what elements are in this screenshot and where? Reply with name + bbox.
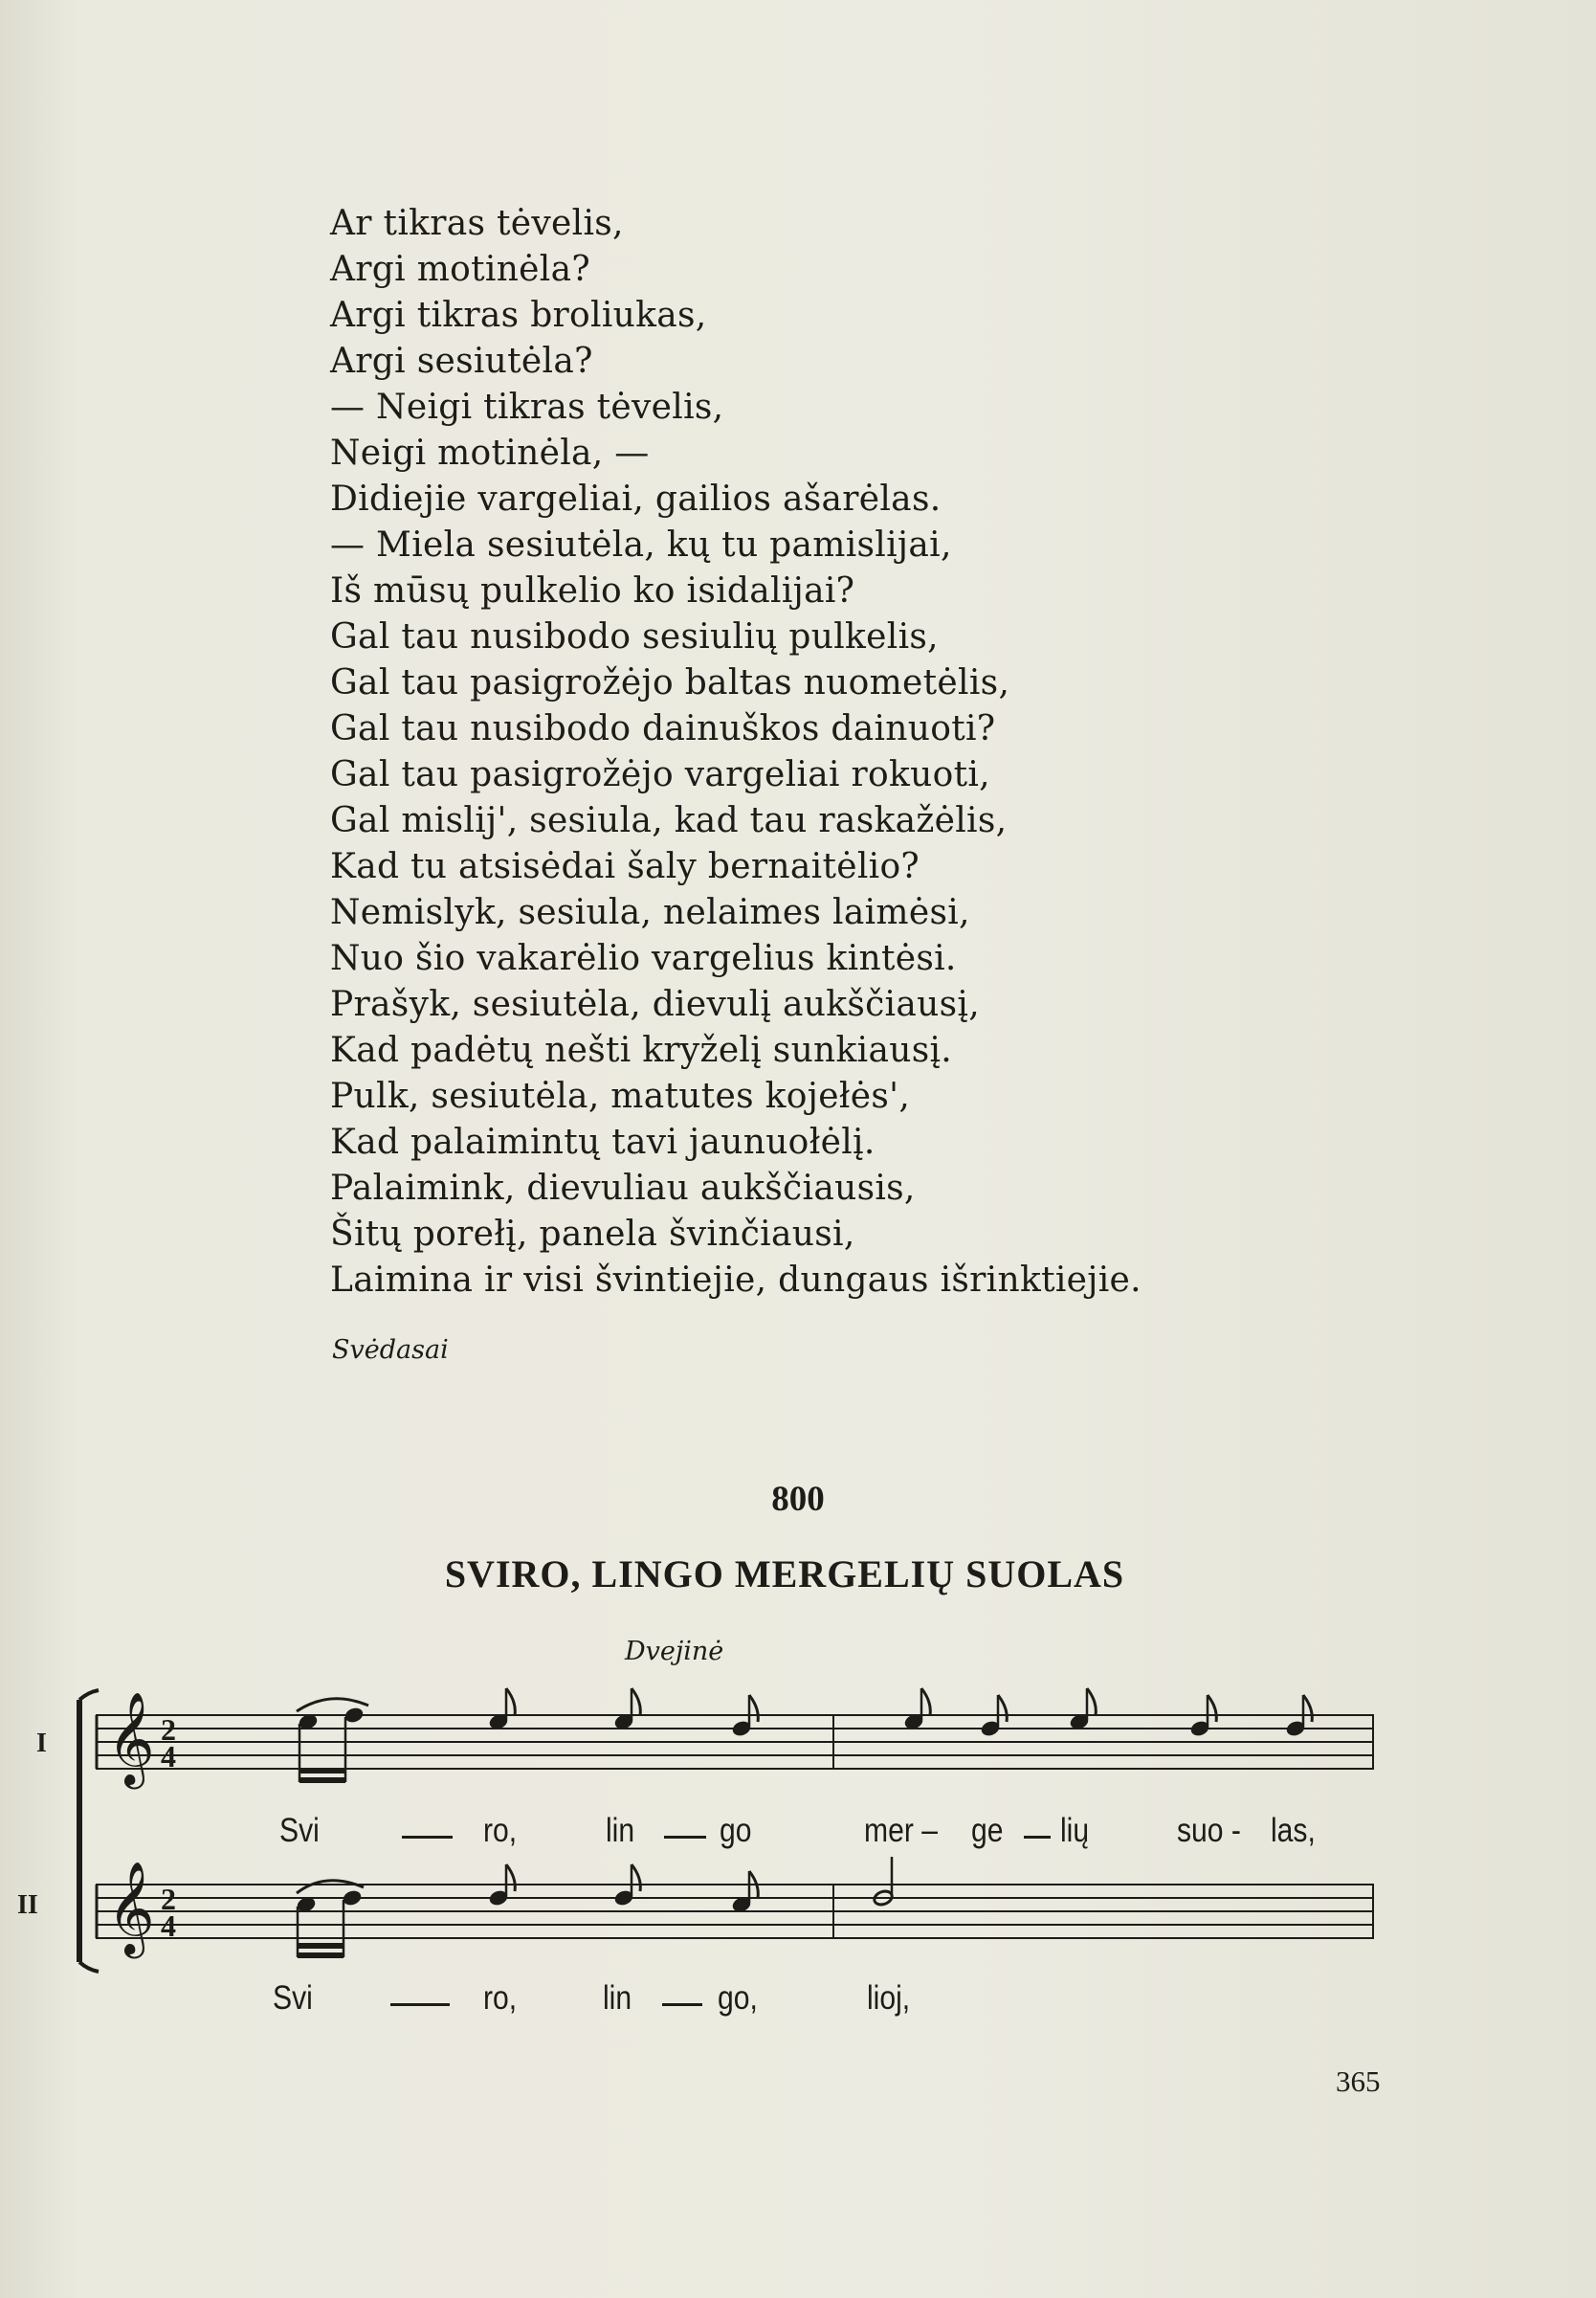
poem-line: Laimina ir visi švintiejie, dungaus išrinktiejie. bbox=[330, 1261, 1142, 1300]
staff-2 bbox=[96, 1885, 1374, 1938]
lyric-syllable: mer – bbox=[864, 1812, 938, 1849]
time-signature-bottom: 4 bbox=[161, 1908, 176, 1943]
note bbox=[1189, 1695, 1216, 1737]
poem-line: Argi motinėla? bbox=[330, 250, 590, 289]
poem-line: Palaimink, dievuliau aukščiausis, bbox=[330, 1169, 916, 1208]
poem-line: Kad tu atsisėdai šaly bernaitėlio? bbox=[330, 847, 920, 886]
lyric-syllable: go, bbox=[718, 1979, 758, 2017]
note bbox=[731, 1871, 758, 1913]
note bbox=[342, 1889, 362, 1957]
poem-line: Ar tikras tėvelis, bbox=[330, 204, 624, 243]
note bbox=[488, 1864, 515, 1907]
poem-line: Gal tau pasigrožėjo vargeliai rokuoti, bbox=[330, 755, 990, 794]
poem-line: Kad padėtų nešti kryželį sunkiausį. bbox=[330, 1031, 953, 1070]
poem-line: Šitų porełį, panela švinčiausi, bbox=[330, 1215, 855, 1254]
song-number: 800 bbox=[771, 1480, 825, 1519]
time-signature-bottom: 4 bbox=[161, 1739, 176, 1774]
poem-line: Kad palaimintų tavi jaunuołėlį. bbox=[330, 1123, 876, 1162]
lyric-extender bbox=[662, 2003, 702, 2006]
voice-label-1: I bbox=[36, 1729, 47, 1758]
place-name: Svėdasai bbox=[332, 1335, 449, 1365]
treble-clef-icon: 𝄞 bbox=[107, 1861, 155, 1954]
time-signature-top: 2 bbox=[161, 1882, 176, 1916]
note bbox=[873, 1857, 894, 1907]
note bbox=[980, 1695, 1007, 1737]
note bbox=[903, 1688, 930, 1730]
poem-line: Pulk, sesiutėla, matutes kojełės', bbox=[330, 1077, 911, 1116]
poem-line: Gal mislij', sesiula, kad tau raskažėlis, bbox=[330, 801, 1008, 840]
lyric-syllable: las, bbox=[1271, 1812, 1316, 1849]
poem-line: Argi sesiutėla? bbox=[330, 342, 593, 381]
poem-line: Didiejie vargeliai, gailios ašarėlas. bbox=[330, 480, 942, 519]
song-title: SVIRO, LINGO MERGELIŲ SUOLAS bbox=[444, 1552, 1125, 1595]
lyric-extender bbox=[402, 1836, 453, 1839]
lyric-syllable: ge bbox=[971, 1812, 1004, 1849]
poem-line: Iš mūsų pulkelio ko isidalijai? bbox=[330, 571, 855, 611]
lyric-syllable: lin bbox=[606, 1812, 635, 1849]
poem-line: — Neigi tikras tėvelis, bbox=[330, 388, 724, 427]
page-number: 365 bbox=[1336, 2064, 1381, 2098]
poem-line: Gal tau nusibodo dainuškos dainuoti? bbox=[330, 709, 996, 748]
note bbox=[1069, 1688, 1096, 1730]
note bbox=[488, 1688, 515, 1730]
lyric-extender bbox=[390, 2003, 450, 2006]
lyric-syllable: ro, bbox=[483, 1812, 518, 1849]
poem-line: Nemislyk, sesiula, nelaimes laimėsi, bbox=[330, 893, 970, 932]
lyric-syllable: Svi bbox=[273, 1979, 313, 2017]
tempo-marking: Dvejinė bbox=[625, 1637, 724, 1666]
poem-line: Neigi motinėla, — bbox=[330, 434, 650, 473]
voice-2-notes bbox=[296, 1857, 894, 1957]
treble-clef-icon: 𝄞 bbox=[107, 1691, 155, 1785]
staff-1 bbox=[96, 1715, 1374, 1769]
lyric-extender bbox=[664, 1836, 706, 1839]
lyric-syllable: ro, bbox=[483, 1979, 518, 2017]
lyric-syllable: Svi bbox=[279, 1812, 320, 1849]
poem-line: Nuo šio vakarėlio vargelius kintėsi. bbox=[330, 939, 957, 978]
lyric-syllable: lių bbox=[1060, 1812, 1090, 1849]
note bbox=[344, 1707, 364, 1782]
poem-line: Argi tikras broliukas, bbox=[330, 296, 707, 335]
note bbox=[613, 1864, 640, 1907]
lyric-syllable: suo - bbox=[1177, 1812, 1241, 1849]
time-signature-top: 2 bbox=[161, 1712, 176, 1747]
note bbox=[731, 1695, 758, 1737]
lyric-syllable: lioj, bbox=[867, 1979, 911, 2017]
lyric-syllable: lin bbox=[603, 1979, 632, 2017]
poem-line: Gal tau nusibodo sesiulių pulkelis, bbox=[330, 617, 939, 657]
poem-line: Gal tau pasigrožėjo baltas nuometėlis, bbox=[330, 663, 1010, 703]
lyric-syllable: go bbox=[720, 1812, 752, 1849]
poem-line: — Miela sesiutėla, kų tu pamislijai, bbox=[330, 525, 952, 565]
poem-line: Prašyk, sesiutėla, dievulį aukščiausį, bbox=[330, 985, 980, 1024]
note bbox=[613, 1688, 640, 1730]
voice-label-2: II bbox=[17, 1890, 38, 1920]
lyric-extender bbox=[1024, 1836, 1051, 1839]
note bbox=[1285, 1695, 1312, 1737]
